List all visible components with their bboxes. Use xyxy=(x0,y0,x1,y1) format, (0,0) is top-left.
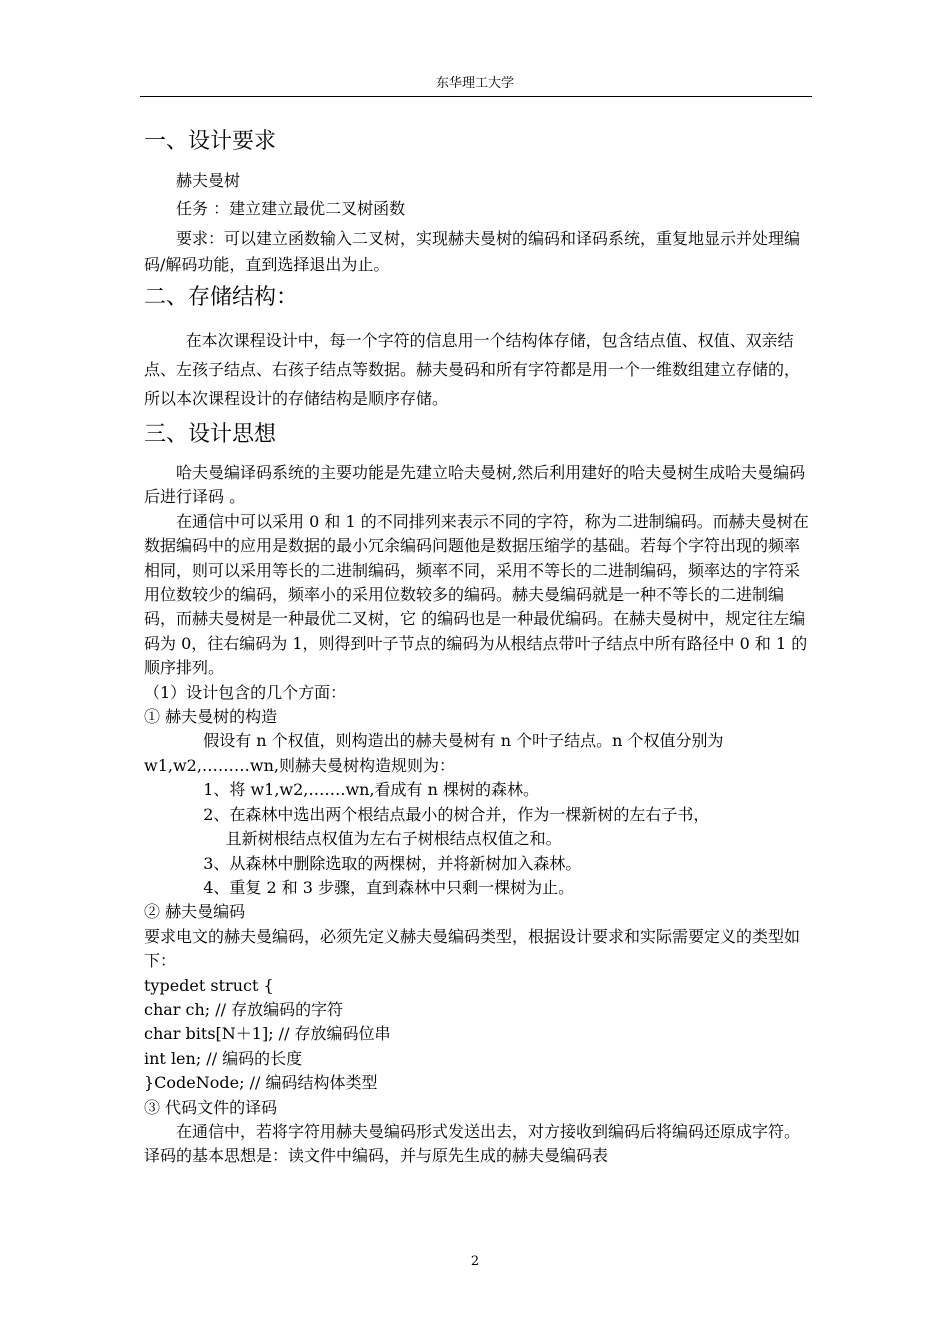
section3-title: 三、设计思想 xyxy=(144,422,277,447)
code-line: }CodeNode; // 编码结构体类型 xyxy=(144,1073,378,1093)
section1-task: 任务 ：建立建立最优二叉树函数 xyxy=(176,199,406,218)
code-block xyxy=(144,974,812,1096)
code-line: int len; // 编码的长度 xyxy=(144,1048,303,1068)
section2-body: 在本次课程设计中，每一个字符的信息用一个结构体存储，包含结点值、权值、双亲结点、左孩子结点、右孩子结点等数据。赫夫曼码和所有字符都是用一个一维数组建立存储的，所以本次课程设计的存储结构是顺序存储。 xyxy=(144,331,801,408)
page-number: 2 xyxy=(470,1254,480,1269)
item3-body: 在通信中，若将字符用赫夫曼编码形式发送出去，对方接收到编码后将编码还原成字符。译码的基本思想是：读文件中编码，并与原先生成的赫夫曼编码表 xyxy=(144,1121,801,1166)
section1-title: 一、设计要求 xyxy=(144,129,277,154)
construction-step: 3、从森林中删除选取的两棵树，并将新树加入森林。 xyxy=(203,853,582,873)
construction-step: 2、在森林中选出两个根结点最小的树合并，作为一棵新树的左右子书， xyxy=(203,804,710,824)
section1-topic: 赫夫曼树 xyxy=(176,171,241,190)
code-line: typedet struct { xyxy=(144,975,274,995)
item1-intro: 假设有 n 个权值，则构造出的赫夫曼树有 n 个叶子结点。n 个权值分别为 w1,w2,………wn,则赫夫曼树构造规则为： xyxy=(144,731,724,775)
section2-title: 二、存储结构： xyxy=(144,285,299,310)
aspects-heading: （1）设计包含的几个方面： xyxy=(144,682,347,702)
page-content xyxy=(144,124,812,1169)
header-rule xyxy=(140,96,812,97)
section3-body xyxy=(144,461,812,974)
item2-body: 要求电文的赫夫曼编码，必须先定义赫夫曼编码类型，根据设计要求和实际需要定义的类型如下： xyxy=(144,926,801,971)
item3 xyxy=(144,1096,812,1169)
page-header: 东华理工大学 xyxy=(435,76,514,91)
construction-step-continued: 且新树根结点权值为左右子树根结点权值之和。 xyxy=(225,829,562,849)
section1-requirement: 要求：可以建立函数输入二叉树，实现赫夫曼树的编码和译码系统，重复地显示并处理编码/解码功能，直到选择退出为止。 xyxy=(144,229,801,274)
section3-paragraph-2: 在通信中可以采用 0 和 1 的不同排列来表示不同的字符，称为二进制编码。而赫夫曼树在数据编码中的应用是数据的最小冗余编码问题他是数据压缩学的基础。若每个字符出现的频率相同，则可以采用等长的二进制编码，频率不同，采用不等长的二进制编码，频率达的字符采用位数较少的编码，频率小的采用位数较多的编码。赫夫曼编码就是一种不等长的二进制编码，而赫夫曼树是一种最优二叉树，它 的编码也是一种最优编码。在赫夫曼树中，规定往左编码为 0，往右编码为 1，则得到叶子节点的编码为从根结点带叶子结点中所有路径中 0 和 1 的顺序排列。 xyxy=(144,511,809,678)
item2-title: ② 赫夫曼编码 xyxy=(144,902,246,922)
section3-paragraph-1: 哈夫曼编译码系统的主要功能是先建立哈夫曼树,然后利用建好的哈夫曼树生成哈夫曼编码后进行译码 。 xyxy=(144,463,806,507)
construction-step: 1、将 w1,w2,…….wn,看成有 n 棵树的森林。 xyxy=(203,780,540,800)
item3-title: ③ 代码文件的译码 xyxy=(144,1097,278,1117)
item1-title: ① 赫夫曼树的构造 xyxy=(144,707,278,727)
code-line: char ch; // 存放编码的字符 xyxy=(144,999,344,1019)
construction-step: 4、重复 2 和 3 步骤，直到森林中只剩一棵树为止。 xyxy=(203,877,575,897)
code-line: char bits[N＋1]; // 存放编码位串 xyxy=(144,1024,391,1044)
